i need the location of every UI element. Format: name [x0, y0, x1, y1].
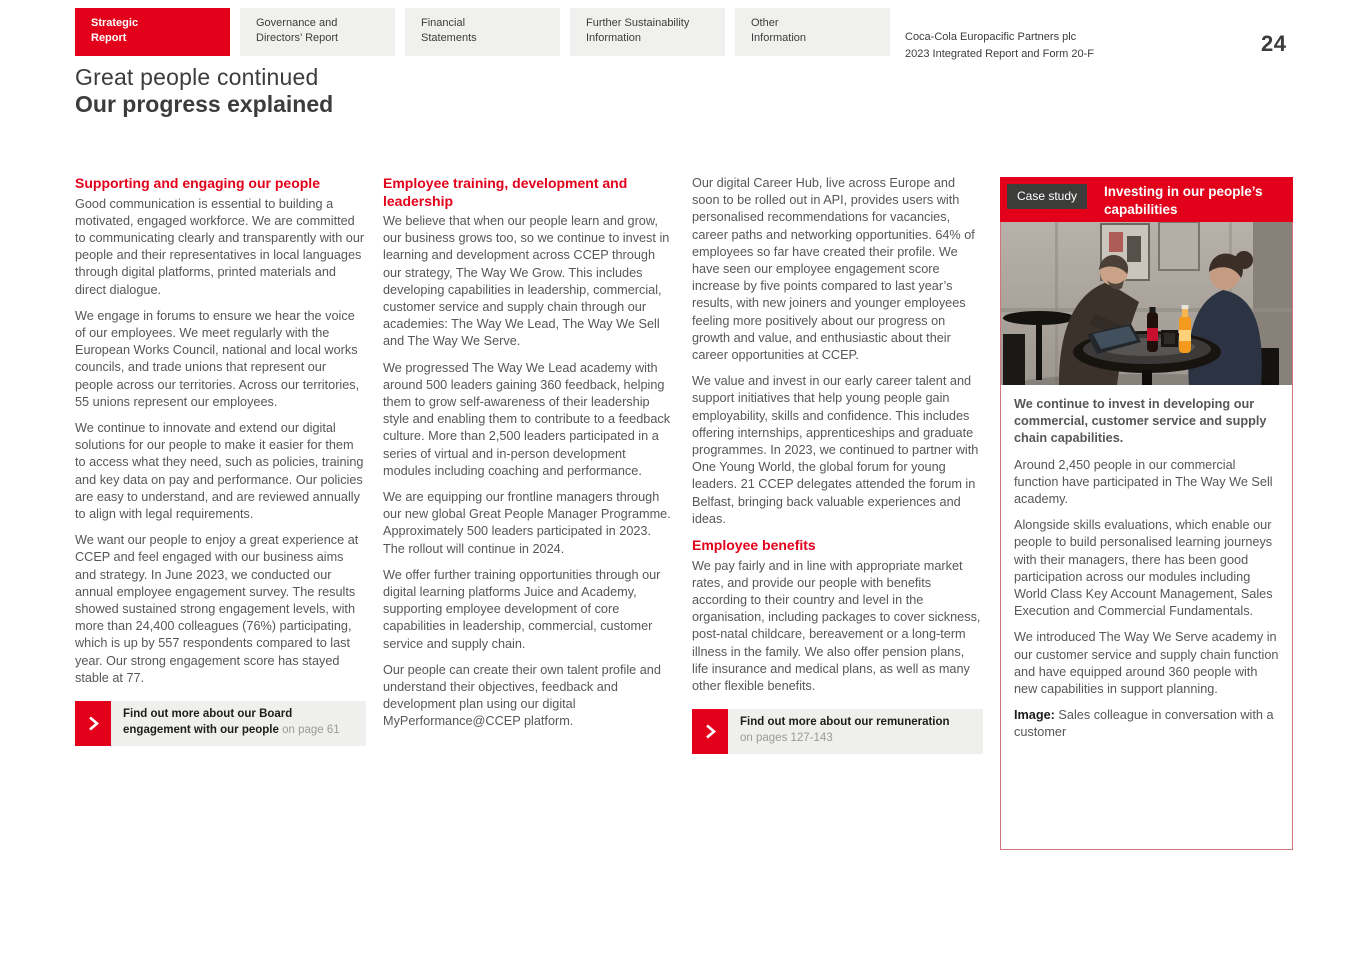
tab-label-line: Statements: [421, 31, 477, 44]
body-paragraph: We continue to innovate and extend our digital solutions for our people to make it easier for them to access what they need, such as policies, training and key data on pay and performance. Our policies are easy to understand, and are reviewed annually to align with legal requirements.: [75, 420, 364, 521]
link-bold-text: Find out more about our Board engagement with our people: [123, 707, 293, 736]
case-study-header: [1000, 177, 1293, 222]
tab-label-line: Strategic: [91, 17, 139, 29]
body-paragraph: We progressed The Way We Lead academy with around 500 leaders gaining 360 feedback, helping them to grow self-awareness of their leadership style and enabling them to contribute to a feedback culture. More than 2,500 leaders participated in a series of virtual and in-person development modules including coaching and performance.: [383, 360, 671, 478]
chevron-right-icon: [75, 701, 111, 746]
column-supporting-engaging: [75, 175, 366, 746]
find-out-more-text: [111, 701, 366, 746]
body-paragraph: We pay fairly and in line with appropriate market rates, and provide our people with benefits according to their country and level in the organisation, including packages to cover sickness, post-natal childcare, bereavement or a long-term illness in the family. We also offer pension plans, life insurance and medical plans, as well as many other flexible benefits.: [692, 558, 981, 693]
tab-label-line: Governance and: [256, 17, 338, 29]
body-paragraph: We are equipping our frontline managers through our new global Great People Manager Programme. Approximately 500 leaders participated in 2023. The rollout will continue in 2024.: [383, 490, 671, 556]
tab-financial-statements[interactable]: [405, 8, 560, 56]
page-title-main: Our progress explained: [75, 90, 334, 117]
tab-strategic-report[interactable]: [75, 8, 230, 56]
body-paragraph: We believe that when our people learn and grow, our business grows too, so we continue to invest in learning and development across CCEP through our strategy, The Way We Grow. This includes developing capabilities in leadership, commercial, customer service and supply chain through our academies: The Way We Lead, The Way We Sell and The Way We Serve.: [383, 214, 670, 349]
case-study-lead: We continue to invest in developing our commercial, customer service and supply chain capabilities.: [1014, 397, 1267, 446]
link-page-ref: on pages 127-143: [740, 732, 833, 745]
find-out-more-text: [728, 709, 960, 754]
image-caption: [1014, 707, 1279, 741]
tab-further-sustainability-information[interactable]: [570, 8, 725, 56]
find-out-more-remuneration-link[interactable]: [692, 709, 983, 754]
find-out-more-board-engagement-link[interactable]: [75, 701, 366, 746]
body-paragraph: Alongside skills evaluations, which enable our people to build personalised learning journeys with their managers, there has been good participation across our modules including World Class Key Account Management, Sales Execution and Commercial Fundamentals.: [1014, 518, 1273, 619]
body-paragraph: We value and invest in our early career talent and support initiatives that help young people gain employability, skills and confidence. This includes offering internships, apprenticeships and graduate programmes. In 2023, we continued to partner with One Young World, the global forum for young leaders. 21 CCEP delegates attended the forum in Belfast, bringing back valuable experiences and ideas.: [692, 374, 979, 526]
tab-label-line: Financial: [421, 17, 466, 29]
tab-label-line: Information: [586, 31, 642, 44]
body-paragraph: We want our people to enjoy a great experience at CCEP and feel engaged with our business aims and strategy. In June 2023, we conducted our annual employee engagement survey. The results showed sustained strong engagement levels, with more than 24,400 colleagues (76%) participating, which is up by 557 respondents compared to last year. Our strong engagement score has stayed stable at 77.: [75, 533, 359, 685]
case-study-title: Investing in our people’s capabilities: [1104, 184, 1263, 217]
tab-label-line: Further Sustainability: [586, 17, 690, 29]
column-career-benefits: [692, 175, 983, 754]
body-paragraph: We introduced The Way We Serve academy in our customer service and supply chain function and have equipped around 360 people with new capabilities in support planning.: [1014, 630, 1279, 697]
section-heading: Employee benefits: [692, 537, 816, 554]
page-title: [75, 64, 333, 117]
body-paragraph: Our digital Career Hub, live across Europe and soon to be rolled out in API, provides users with personalised recommendations for vacancies, career paths and networking opportunities. 64% of employees so far have created their profile. We have seen our employee engagement score increase by five points compared to last year’s results, with new joiners and younger employees feeling more positively about our progress on growth and value, and enthusiastic about their career opportunities at CCEP.: [692, 176, 975, 363]
chevron-right-icon: [692, 709, 728, 754]
body-paragraph: Around 2,450 people in our commercial function have participated in The Way We Sell academy.: [1014, 457, 1273, 507]
case-study-body: [1001, 385, 1292, 742]
case-study-panel: [1000, 177, 1293, 850]
report-name: 2023 Integrated Report and Form 20-F: [905, 47, 1094, 60]
section-heading: Employee training, development and leadership: [383, 175, 628, 209]
caption-label: Image:: [1014, 708, 1055, 723]
body-paragraph: We engage in forums to ensure we hear the voice of our employees. We meet regularly with the European Works Council, national and local works councils, and trade unions that represent our people across our territories. Across our territories, 55 unions represent our employees.: [75, 308, 360, 409]
column-training-development: [383, 175, 674, 740]
body-paragraph: Our people can create their own talent profile and understand their objectives, feedback and development plan using our digital MyPerformance@CCEP platform.: [383, 662, 661, 729]
body-paragraph: We offer further training opportunities through our digital learning platforms Juice and Academy, supporting employee development of core capabilities in leadership, commercial, customer service and supply chain.: [383, 567, 661, 651]
document-info: [905, 29, 1094, 62]
link-bold-text: Find out more about our remuneration: [740, 716, 950, 729]
tab-label-line: Information: [751, 31, 807, 44]
body-paragraph: Good communication is essential to building a motivated, engaged workforce. We are committed to communicating clearly and transparently with our people and their representatives in local languages through digital platforms, printed materials and direct dialogue.: [75, 196, 365, 297]
link-page-ref: on page 61: [278, 723, 340, 736]
tab-label-line: Other: [751, 17, 779, 29]
case-study-badge: Case study: [1007, 184, 1087, 209]
report-section-tabs: [75, 8, 890, 56]
tab-governance-directors-report[interactable]: [240, 8, 395, 56]
tab-other-information[interactable]: [735, 8, 890, 56]
page-title-continued: Great people continued: [75, 64, 319, 90]
page-number: 24: [1261, 31, 1287, 56]
tab-label-line: Report: [91, 31, 127, 44]
caption-text: Sales colleague in conversation with a customer: [1014, 708, 1274, 740]
tab-label-line: Directors’ Report: [256, 31, 339, 44]
case-study-photo-colleagues-at-table: [1001, 222, 1292, 385]
company-name: Coca-Cola Europacific Partners plc: [905, 31, 1077, 43]
section-heading: Supporting and engaging our people: [75, 175, 320, 191]
